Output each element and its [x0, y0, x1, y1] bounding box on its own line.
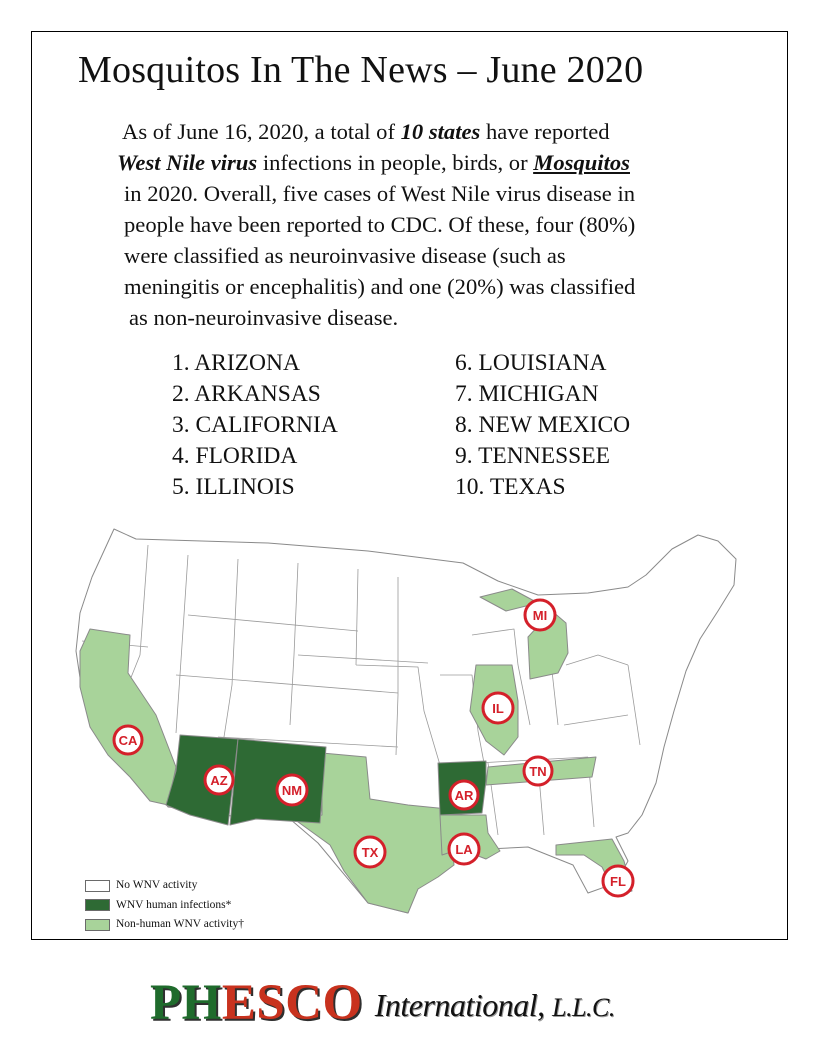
intro-paragraph — [115, 116, 755, 333]
state-list-item: 6. LOUISIANA — [455, 350, 607, 376]
legend-label: Non-human WNV activity† — [116, 918, 244, 930]
badge-label: TX — [361, 845, 379, 860]
legend-label: No WNV activity — [116, 879, 198, 891]
badge-ca — [114, 726, 142, 754]
badge-fl — [603, 866, 633, 896]
badge-label: FL — [610, 874, 626, 889]
state-list-item: 2. ARKANSAS — [172, 381, 321, 407]
legend-item-non-human — [85, 915, 244, 935]
logo-brand: PHESCO — [150, 975, 363, 1031]
legend-item-human — [85, 896, 244, 916]
badge-label: LA — [455, 842, 473, 857]
badge-nm — [277, 775, 307, 805]
state-list-item: 9. TENNESSEE — [455, 443, 610, 469]
badge-label: CA — [118, 733, 138, 748]
phesco-logo — [150, 972, 670, 1031]
state-list-item: 4. FLORIDA — [172, 443, 298, 469]
intro-text: in 2020. Overall, five cases of West Nile virus disease in — [124, 181, 636, 206]
badge-il — [483, 693, 513, 723]
intro-text: were classified as neuroinvasive disease (such as — [124, 243, 566, 268]
badge-label: AZ — [210, 773, 228, 788]
states-list-left — [172, 348, 338, 503]
badge-label: AR — [454, 788, 474, 803]
state-list-item: 7. MICHIGAN — [455, 381, 599, 407]
state-list-item: 1. ARIZONA — [172, 350, 300, 376]
badge-label: NM — [281, 783, 303, 798]
intro-text: as non-neuroinvasive disease. — [129, 305, 399, 330]
intro-text: people have been reported to CDC. Of these, four (80%) — [124, 212, 636, 237]
intro-text: meningitis or encephalitis) and one (20%) was classified — [124, 274, 636, 299]
badge-ar — [450, 781, 478, 809]
badge-tx — [355, 837, 385, 867]
badge-la — [449, 834, 479, 864]
legend-swatch — [85, 919, 110, 931]
mosquitos-link[interactable]: Mosquitos — [533, 150, 630, 175]
state-list-item: 5. ILLINOIS — [172, 474, 295, 500]
intro-emphasis: West Nile virus — [117, 150, 258, 175]
badge-label: IL — [492, 701, 504, 716]
us-wnv-map — [68, 515, 750, 935]
badge-tn — [524, 757, 552, 785]
legend-label: WNV human infections* — [116, 898, 232, 911]
legend-swatch — [85, 880, 110, 892]
intro-emphasis: 10 states — [400, 119, 481, 144]
badge-label: TN — [529, 764, 547, 779]
intro-text: As of June 16, 2020, a total of — [122, 119, 401, 144]
legend-swatch — [85, 899, 110, 911]
intro-text: infections in people, birds, or — [257, 150, 534, 175]
badge-label: MI — [532, 608, 548, 623]
page-title: Mosquitos In The News – June 2020 — [78, 49, 644, 91]
intro-text: have reported — [480, 119, 610, 144]
legend-item-no-activity — [85, 876, 244, 896]
logo-tagline: International, L.L.C. — [374, 987, 615, 1023]
badge-mi — [525, 600, 555, 630]
state-list-item: 10. TEXAS — [455, 474, 566, 500]
map-legend — [85, 876, 244, 935]
badge-az — [205, 766, 233, 794]
state-list-item: 3. CALIFORNIA — [172, 412, 338, 438]
states-list-right — [455, 348, 630, 503]
state-list-item: 8. NEW MEXICO — [455, 412, 631, 438]
